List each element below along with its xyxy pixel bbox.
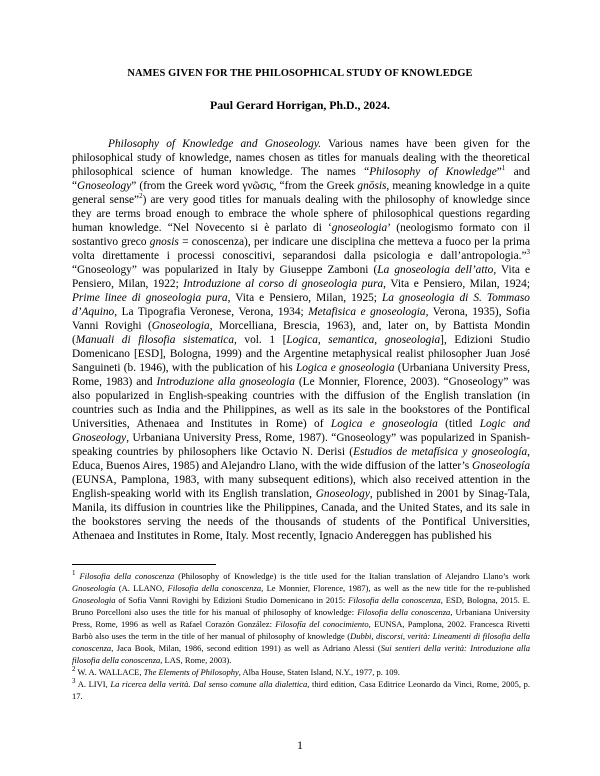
page-title: NAMES GIVEN FOR THE PHILOSOPHICAL STUDY OF KNOWLEDGE — [127, 68, 473, 79]
italic-text-run: Philosophy of Knowledge — [369, 166, 497, 178]
italic-text-run: Estudios de metafísica y gnoseología — [353, 446, 528, 458]
italic-text-run: Filosofia della conoscenza — [79, 571, 175, 581]
text-run: (A. LLANO, — [115, 583, 168, 594]
text-run: , LAS, Rome, 2003). — [160, 655, 232, 666]
italic-text-run: Logica e gnoseologia — [295, 362, 395, 374]
text-run: , Morcelliana, Brescia, 1963), and, later on, by Battista Mondin ( — [72, 320, 530, 346]
text-run: , EUNSA, Pamplona, 2002. Francesca Rivetti Barbò also uses the term in the title of her manual of philosophy of knowledge ( — [72, 619, 531, 642]
author-line: Paul Gerard Horrigan, Ph.D., 2024. — [210, 98, 390, 112]
text-run: , Le Monnier, Florence, 1987), as well as the new title for the re-published — [261, 583, 530, 594]
italic-text-run: Metafisica e gnoseologia — [308, 306, 426, 318]
italic-text-run: Gnoseología — [72, 583, 116, 594]
page-number: 1 — [297, 738, 303, 752]
text-run: (Philosophy of Knowledge) is the title used for the Italian translation of Alejandro Llano’s work — [174, 571, 530, 581]
text-run: (titled — [437, 418, 480, 430]
text-run: , third edition, Casa Editrice Leonardo da Vinci, Rome, 2005, p. 17. — [72, 679, 530, 702]
italic-text-run: Introduzione alla gnoseologia — [156, 376, 295, 388]
text-run: , ESD, Bologna, 2015. E. Bruno Porcelloni also uses the title for his manual of philosophy of knowledge: — [72, 595, 530, 618]
italic-text-run: Gnoseología — [472, 460, 530, 472]
italic-text-run: Gnoseology — [315, 488, 370, 500]
italic-text-run: La ricerca della verità. Dal senso comune alla dialettica — [110, 679, 308, 690]
text-run: and “ — [72, 166, 531, 192]
italic-text-run: Sui sentieri della verità: Introduzione alla filosofia della conoscenza — [72, 643, 530, 666]
italic-text-run: Logica e gnoseologia — [330, 418, 438, 430]
italic-text-run: Gnoseologia — [151, 320, 210, 332]
italic-text-run: Dubbi, discorsi, verità: Lineamenti di filosofia della conoscenza — [72, 631, 531, 654]
text-run: Various names have been given for the philosophical study of knowledge, names chosen as titles for manuals dealing with the theoretical philosophical science of human knowledge. The names “ — [72, 138, 530, 178]
footnote-marker: 3 — [72, 677, 76, 686]
text-run: ) are very good titles for manuals dealing with the philosophy of knowledge since they are terms broad enough to embrace the whole sphere of philosophical questions regarding human knowledge. “Nel Novecento si è parlato di ‘ — [72, 194, 530, 234]
text-run: , Urbaniana University Press, Rome, 1996 as well as Rafael Corazón González: — [72, 607, 530, 630]
italic-text-run: Filosofia della conoscenza — [167, 583, 262, 594]
text-run: , Alba House, Staten Island, N.Y., 1977, p. 109. — [238, 667, 400, 678]
text-run: , vol. 1 [ — [234, 334, 287, 346]
text-run: , Vita e Pensiero, Milan, 1922; — [72, 264, 531, 290]
italic-text-run: The Elements of Philosophy — [143, 667, 239, 678]
italic-text-run: gnōsis — [357, 180, 387, 192]
italic-text-run: Filosofia della conoscenza — [357, 607, 451, 618]
text-run: , Verona, 1935), Sofia Vanni Rovighi ( — [72, 306, 530, 332]
text-run: , published in 2001 by Sinag-Tala, Manila, its diffusion in countries like the Philippines, Canada, and the United States, and its sale in the bookstores serving the needs of the thousands of students of the Pontifical Universities, Athenaea and Institutes in Rome, Italy. Most recently, Ignacio Andereggen has published his — [72, 488, 531, 542]
italic-text-run: Manuali di filosofia sistematica — [75, 334, 235, 346]
footnote-marker: 1 — [501, 164, 506, 173]
italic-text-run: Filosofia della conoscenza — [348, 595, 441, 606]
italic-text-run: Gnoseologia — [72, 595, 116, 606]
text-run: , meaning knowledge in a quite general sense” — [72, 180, 531, 206]
text-run: W. A. WALLACE, — [75, 667, 144, 678]
text-run: = conoscenza), per indicare une disciplina che metteva a fuoco per la prima volta direttamente i processi conoscitivi, separandosi dalla psicologia e dall’antropologia.” — [72, 236, 530, 262]
italic-text-run: Philosophy of Knowledge and Gnoseology. — [108, 138, 322, 150]
italic-text-run: Filosofía del conocimiento — [275, 619, 369, 630]
footnote-divider — [72, 564, 216, 565]
text-run: (Le Monnier, Florence, 2003). “Gnoseology” was also popularized in English-speaking countries with the diffusion of the English translation (in countries such as India and the Philippines, as well as its sale in the bookstores of the Pontifical Universities, Athenaea and Institutes in Rome) of — [72, 376, 530, 430]
italic-text-run: Introduzione al corso di gnoseologia pura — [183, 278, 384, 290]
footnote-2 — [72, 666, 530, 678]
italic-text-run: La gnoseologia di S. Tommaso d’Aquino — [72, 292, 530, 318]
italic-text-run: gnoseologia — [331, 222, 388, 234]
italic-text-run: La gnoseologia dell’atto — [377, 264, 494, 276]
italic-text-run: Prime linee di gnoseologia pura — [72, 292, 228, 304]
text-run: ” — [496, 166, 502, 178]
italic-text-run: Logica, semantica, gnoseologia — [286, 334, 441, 346]
text-run: A. LIVI, — [75, 679, 111, 690]
text-run: , Vita e Pensiero, Milan, 1925; — [227, 292, 382, 304]
text-run: , Jaca Book, Milan, 1986, second edition 1991) as well as Adriano Alessi ( — [111, 643, 381, 654]
footnote-marker: 2 — [72, 665, 76, 674]
text-run: , Urbaniana University Press, Rome, 1987). “Gnoseology” was popularized in Spanish-speaking countries by philosophers like Octavio N. Derisi ( — [72, 432, 530, 458]
text-run: “Gnoseology” was popularized in Italy by Giuseppe Zamboni ( — [72, 264, 378, 276]
text-run: (EUNSA, Pamplona, 1983, with many subsequent editions), which also received attention in the English-speaking world with its English translation, — [72, 474, 530, 500]
text-run: (Urbaniana University Press, Rome, 1983) and — [72, 362, 530, 388]
body-paragraph — [72, 137, 530, 543]
text-run: ” (from the Greek word γνῶσις, “from the Greek — [131, 180, 358, 192]
text-run: ], Edizioni Studio Domenicano [ESD], Bologna, 1999) and the Argentine metaphysical realist philosopher Juan José Sanguineti (b. 1946), with the publication of his — [72, 334, 531, 374]
footnote-1 — [72, 570, 530, 666]
italic-text-run: Gnoseology — [77, 180, 132, 192]
footnote-marker: 1 — [72, 569, 76, 578]
italic-text-run: gnosis — [149, 236, 179, 248]
footnotes — [72, 570, 530, 703]
footnote-3 — [72, 678, 530, 702]
footnote-marker: 3 — [526, 248, 530, 257]
text-run: , La Tipografia Veronese, Verona, 1934; — [114, 306, 309, 318]
text-run: , Educa, Buenos Aires, 1985) and Alejandro Llano, with the wide diffusion of the latter’s — [72, 446, 531, 472]
italic-text-run: Logic and Gnoseology — [72, 418, 530, 444]
text-run: , Vita e Pensiero, Milan, 1924; — [383, 278, 530, 290]
text-run: ’ (neologismo formato con il sostantivo greco — [72, 222, 530, 248]
text-run: of Sofia Vanni Rovighi by Edizioni Studio Domenicano in 2015: — [115, 595, 349, 606]
footnote-marker: 2 — [139, 192, 143, 201]
